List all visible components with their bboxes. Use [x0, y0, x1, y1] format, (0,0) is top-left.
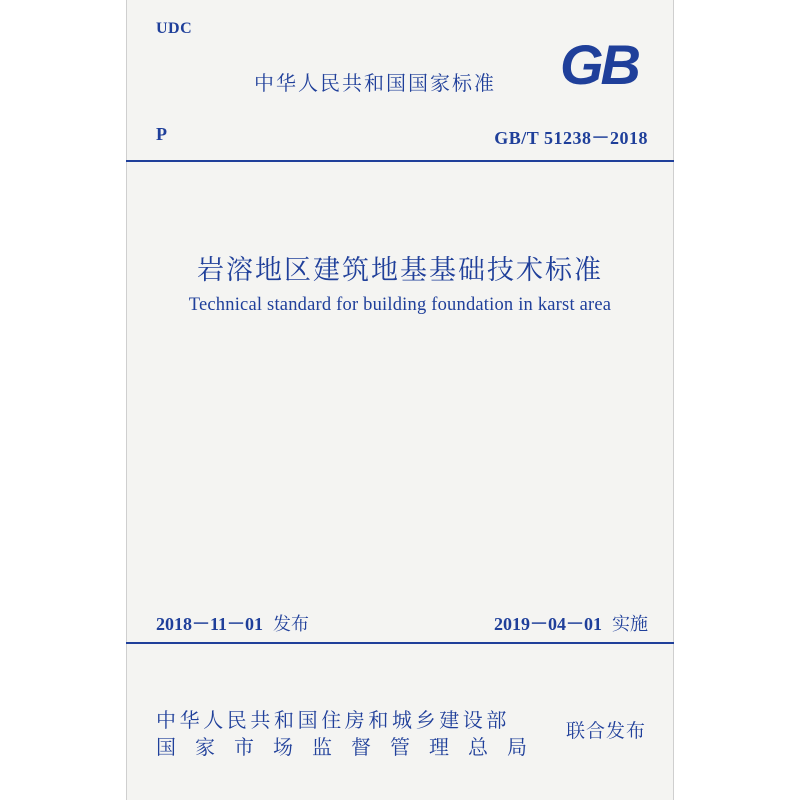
gb-logo-text: GB	[560, 38, 638, 90]
joint-issue-label: 联合发布	[565, 720, 646, 742]
issuer-administration: 国家市场监督管理总局	[156, 735, 546, 759]
national-standard-title: 中华人民共和国国家标准	[254, 71, 496, 95]
udc-label: UDC	[156, 20, 193, 37]
footer-divider	[126, 642, 674, 644]
standard-cover	[126, 0, 674, 800]
issue-date-block	[156, 610, 309, 636]
category-code: P	[156, 124, 167, 144]
chinese-title: 岩溶地区建筑地基基础技术标准	[197, 255, 603, 286]
issue-date: 2018－11－01	[156, 614, 264, 634]
standard-number: GB/T 51238－2018	[494, 128, 648, 148]
issuer-ministry: 中华人民共和国住房和城乡建设部	[156, 708, 510, 732]
implementation-date: 2019－04－01	[494, 614, 602, 634]
implementation-date-block	[494, 610, 648, 636]
header-divider	[126, 160, 674, 162]
issue-label: 发布	[273, 614, 310, 635]
english-title: Technical standard for building foundation in karst area	[188, 295, 612, 315]
gb-logo	[546, 38, 652, 90]
implementation-label: 实施	[612, 614, 648, 635]
